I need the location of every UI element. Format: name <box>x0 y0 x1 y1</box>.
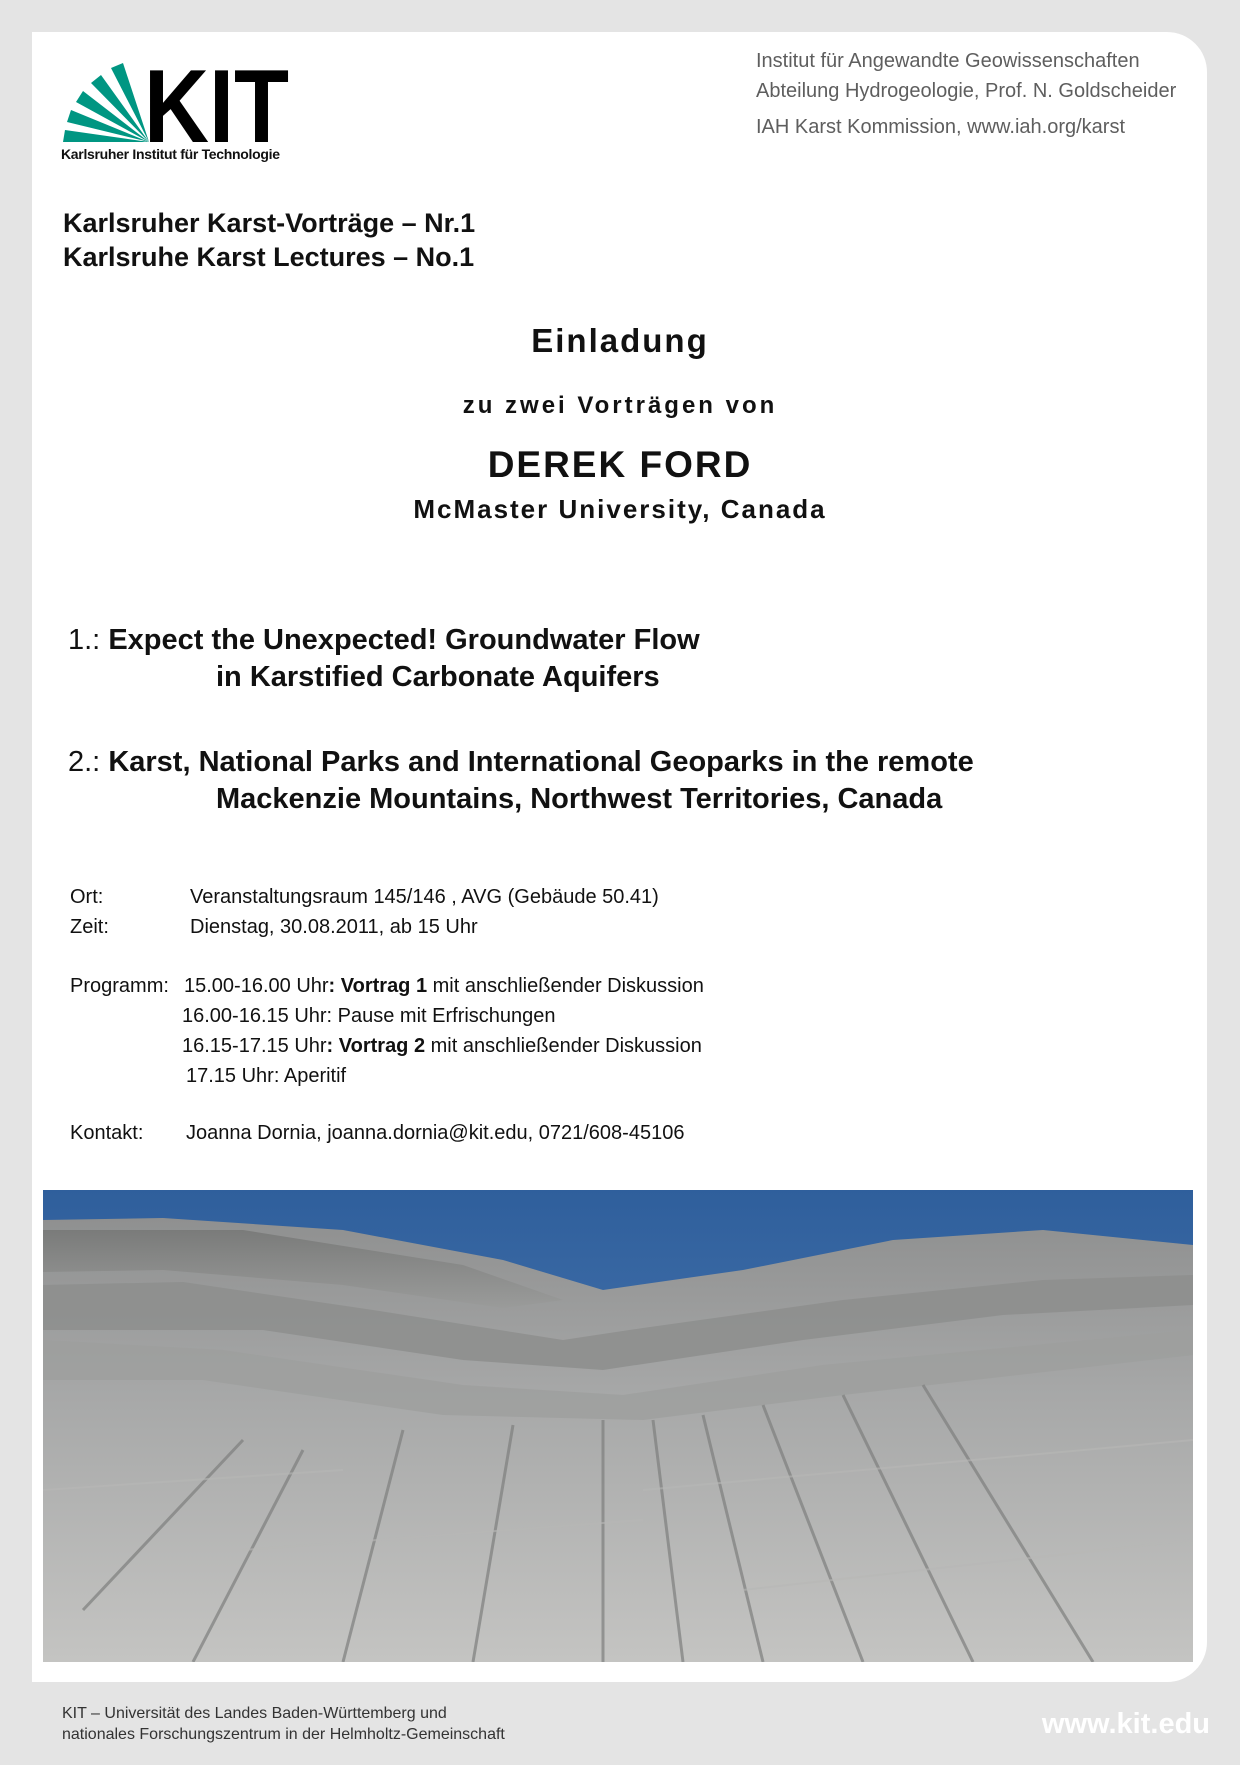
series-title-de: Karlsruher Karst-Vorträge – Nr.1 <box>63 208 476 238</box>
location-label: Ort: <box>70 886 104 908</box>
program-item <box>70 1031 704 1061</box>
program-item-bold: : Vortrag 1 <box>328 975 428 997</box>
talk-2-title-line-1: Karst, National Parks and International Geoparks in the remote <box>108 746 974 778</box>
program-item-rest: mit anschließender Diskussion <box>425 1035 702 1057</box>
talk-1-number: 1.: <box>68 624 101 656</box>
program-list <box>70 971 704 1091</box>
speaker-name: DEREK FORD <box>487 444 753 485</box>
kit-logo-fan-icon <box>63 63 149 142</box>
location-value: Veranstaltungsraum 145/146 , AVG (Gebäude 50.41) <box>190 886 659 908</box>
program-item-time: 15.00-16.00 Uhr <box>184 975 329 997</box>
program-item-rest: : Aperitif <box>273 1065 347 1087</box>
institute-header <box>756 46 1176 142</box>
lecture-series-title <box>63 206 475 274</box>
institute-line-1: Institut für Angewandte Geowissenschaften <box>756 50 1140 72</box>
institute-line-2: Abteilung Hydrogeologie, Prof. N. Goldscheider <box>756 80 1177 102</box>
contact-row <box>70 1122 684 1145</box>
footer-line-1: KIT – Universität des Landes Baden-Württemberg und <box>62 1705 447 1722</box>
talk-1-title-line-2: in Karstified Carbonate Aquifers <box>216 661 660 693</box>
contact-value: Joanna Dornia, joanna.dornia@kit.edu, 0721/608-45106 <box>186 1122 685 1144</box>
series-title-en: Karlsruhe Karst Lectures – No.1 <box>63 242 475 272</box>
speaker-affiliation: McMaster University, Canada <box>413 494 827 524</box>
footer-line-2: nationales Forschungszentrum in der Helmholtz-Gemeinschaft <box>62 1726 505 1743</box>
program-item <box>70 1001 704 1031</box>
time-value: Dienstag, 30.08.2011, ab 15 Uhr <box>190 916 478 938</box>
program-item-rest: : Pause mit Erfrischungen <box>326 1005 556 1027</box>
talk-1-title-line-1: Expect the Unexpected! Groundwater Flow <box>108 624 700 656</box>
program-item-bold: : Vortrag 2 <box>326 1035 426 1057</box>
program-item-time: 17.15 Uhr <box>186 1065 274 1087</box>
talk-2-title-line-2: Mackenzie Mountains, Northwest Territories, Canada <box>216 783 943 815</box>
footer-text <box>62 1703 505 1745</box>
program-item-time: 16.15-17.15 Uhr <box>182 1035 327 1057</box>
footer-url: www.kit.edu <box>1041 1708 1210 1740</box>
program-item <box>70 971 704 1001</box>
contact-label: Kontakt: <box>70 1122 144 1144</box>
program-label: Programm: <box>70 975 169 997</box>
kit-logo-text: KIT <box>144 58 289 165</box>
talk-2-number: 2.: <box>68 746 101 778</box>
karst-landscape-photo <box>43 1190 1193 1662</box>
program-item <box>70 1061 704 1091</box>
program-item-rest: mit anschließender Diskussion <box>427 975 704 997</box>
program-item-time: 16.00-16.15 Uhr <box>182 1005 327 1027</box>
logo-subtitle: Karlsruher Institut für Technologie <box>61 146 280 162</box>
invitation-subtitle: zu zwei Vorträgen von <box>462 392 778 419</box>
time-row <box>70 912 478 942</box>
institute-line-3: IAH Karst Kommission, www.iah.org/karst <box>756 116 1125 138</box>
invitation-title: Einladung <box>531 322 709 359</box>
talk-2 <box>68 744 974 818</box>
time-label: Zeit: <box>70 916 109 938</box>
location-row <box>70 882 659 912</box>
talk-1 <box>68 622 700 696</box>
